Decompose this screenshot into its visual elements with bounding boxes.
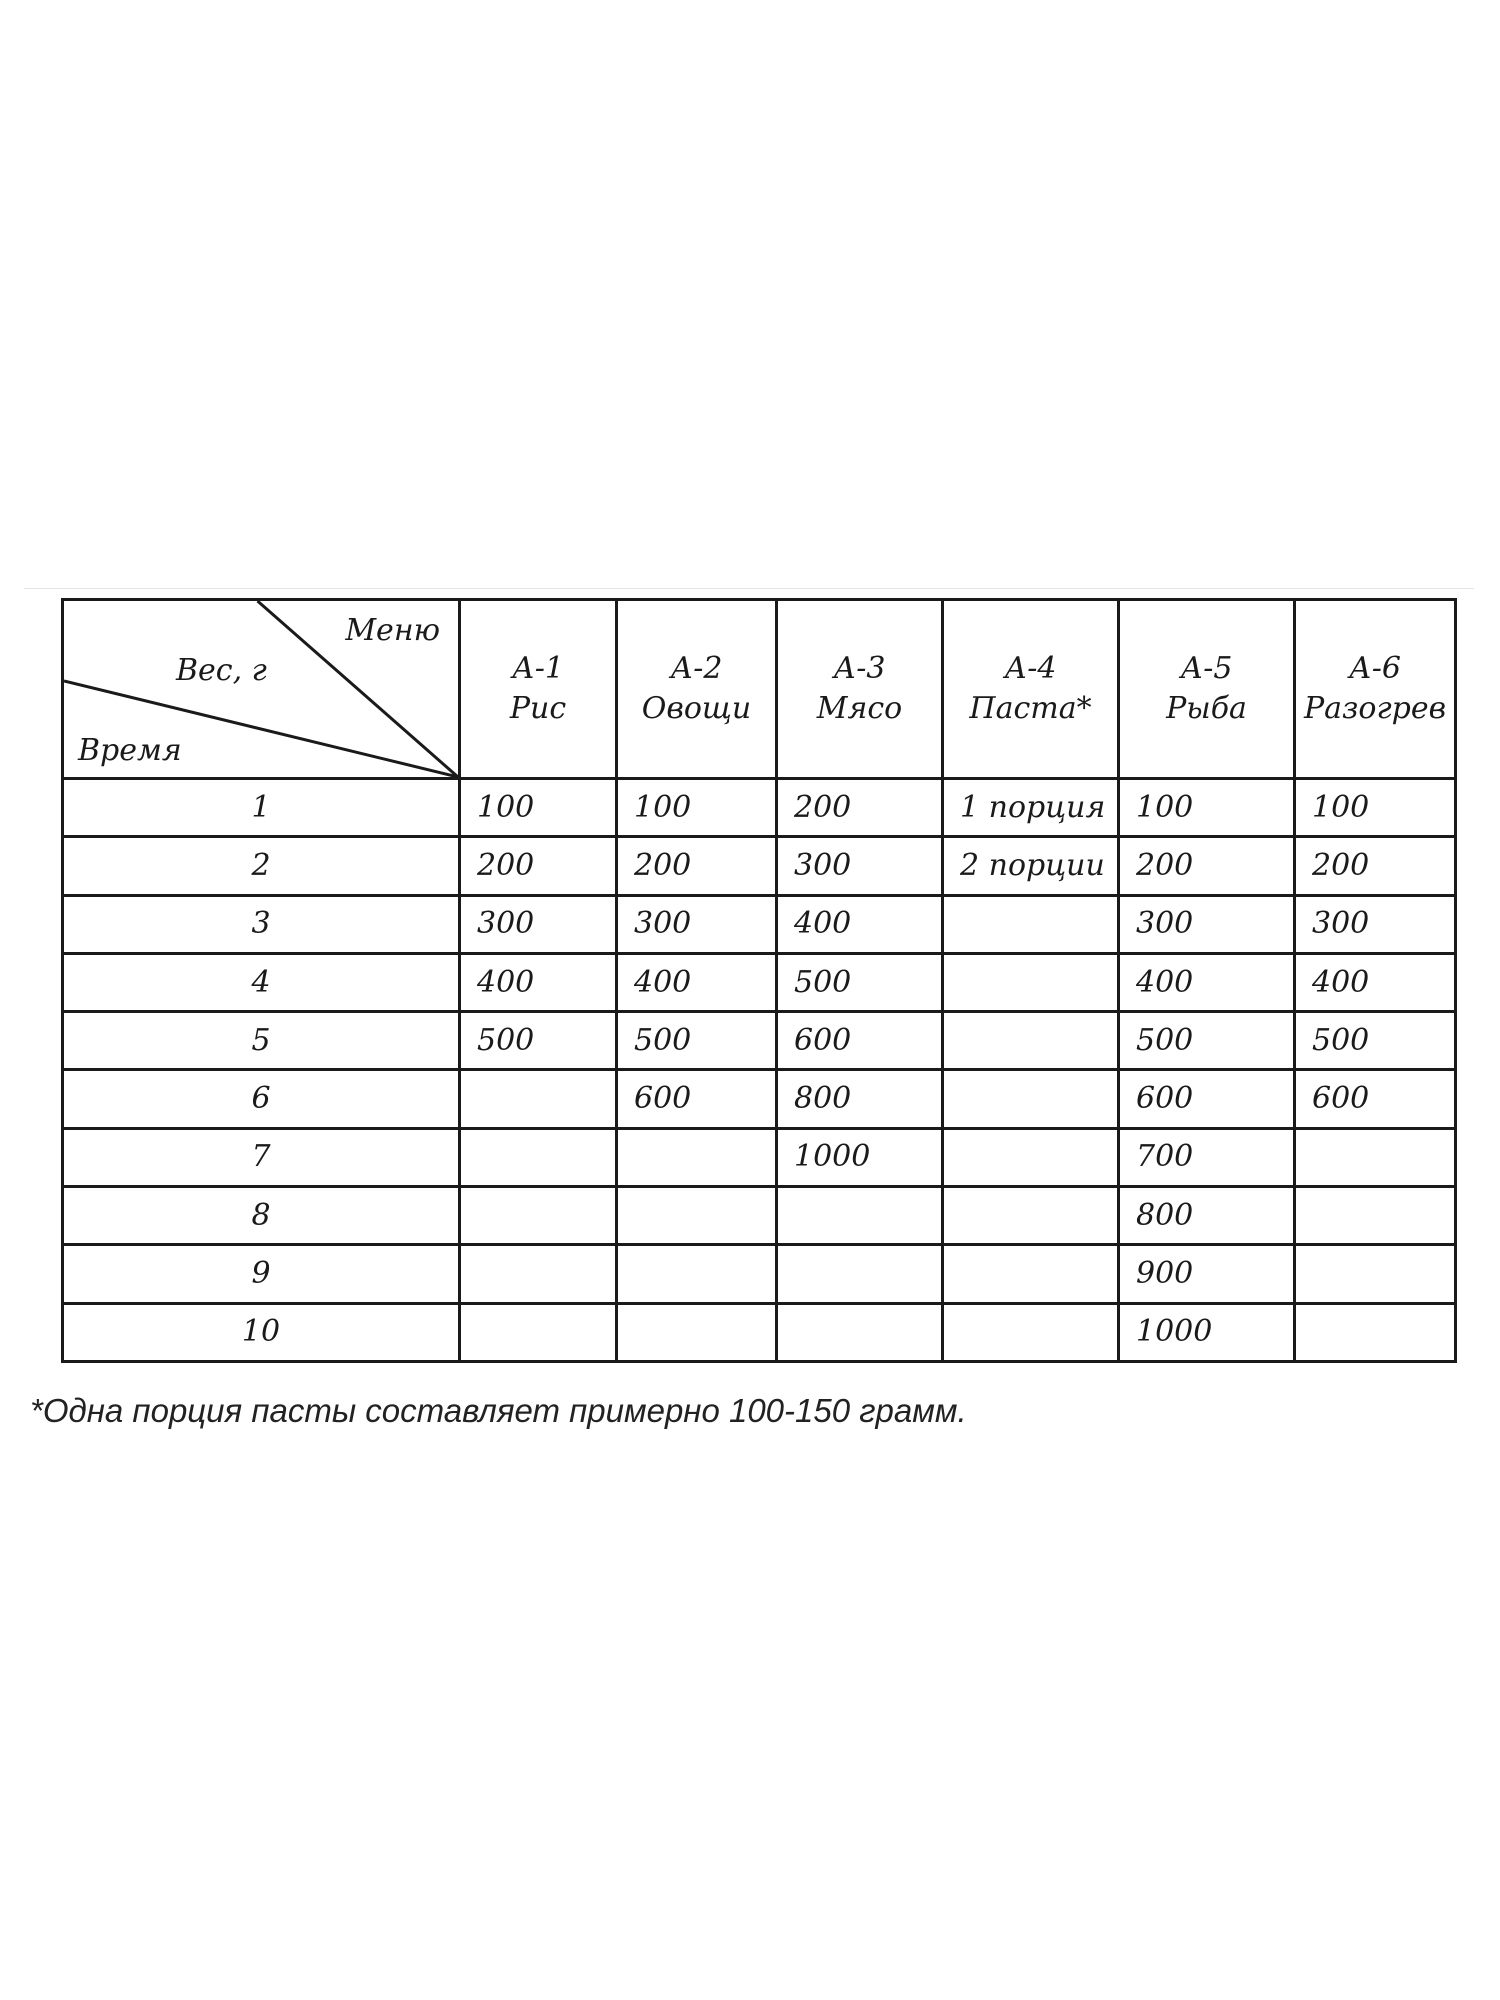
value-cell [943, 1245, 1119, 1303]
value-cell: 400 [460, 953, 617, 1011]
table-row [63, 1187, 1456, 1245]
column-code: А-1 [512, 651, 564, 686]
top-divider [24, 588, 1474, 589]
value-cell: 300 [1119, 895, 1295, 953]
value-cell [943, 895, 1119, 953]
value-cell [460, 1303, 617, 1361]
column-name: Разогрев [1303, 691, 1447, 726]
column-name: Рис [509, 691, 567, 726]
value-cell: 300 [460, 895, 617, 953]
value-cell [617, 1128, 777, 1186]
value-cell [460, 1070, 617, 1128]
time-cell: 7 [63, 1128, 460, 1186]
column-header [777, 600, 943, 779]
value-cell: 600 [777, 1012, 943, 1070]
time-cell: 3 [63, 895, 460, 953]
value-cell [460, 1187, 617, 1245]
column-name: Рыба [1166, 691, 1247, 726]
value-cell [1295, 1128, 1456, 1186]
value-cell [617, 1187, 777, 1245]
value-cell: 100 [460, 779, 617, 837]
value-cell: 800 [777, 1070, 943, 1128]
value-cell: 600 [1295, 1070, 1456, 1128]
table-row [63, 1303, 1456, 1361]
column-code: А-4 [1004, 651, 1057, 686]
header-row [63, 600, 1456, 779]
value-cell: 1000 [777, 1128, 943, 1186]
value-cell: 500 [1295, 1012, 1456, 1070]
value-cell: 400 [1119, 953, 1295, 1011]
time-cell: 2 [63, 837, 460, 895]
table-row [63, 1245, 1456, 1303]
value-cell: 500 [460, 1012, 617, 1070]
value-cell [777, 1303, 943, 1361]
value-cell: 300 [1295, 895, 1456, 953]
column-header [460, 600, 617, 779]
column-code: А-3 [833, 651, 886, 686]
column-code: А-5 [1180, 651, 1233, 686]
value-cell [460, 1245, 617, 1303]
value-cell [943, 1187, 1119, 1245]
column-name: Мясо [816, 691, 903, 726]
value-cell: 500 [617, 1012, 777, 1070]
time-cell: 5 [63, 1012, 460, 1070]
table-row [63, 1012, 1456, 1070]
value-cell [1295, 1245, 1456, 1303]
value-cell: 100 [617, 779, 777, 837]
value-cell: 700 [1119, 1128, 1295, 1186]
table-row [63, 837, 1456, 895]
footnote: *Одна порция пасты составляет примерно 100-150 грамм. [30, 1392, 967, 1429]
corner-header-cell [63, 600, 460, 779]
value-cell: 200 [777, 779, 943, 837]
column-header [943, 600, 1119, 779]
time-cell: 4 [63, 953, 460, 1011]
table-row [63, 779, 1456, 837]
time-cell: 9 [63, 1245, 460, 1303]
value-cell: 600 [1119, 1070, 1295, 1128]
value-cell [943, 1070, 1119, 1128]
value-cell [617, 1303, 777, 1361]
value-cell: 600 [617, 1070, 777, 1128]
value-cell: 200 [460, 837, 617, 895]
value-cell: 300 [617, 895, 777, 953]
table-row [63, 1128, 1456, 1186]
value-cell [777, 1245, 943, 1303]
value-cell [943, 953, 1119, 1011]
table-row [63, 895, 1456, 953]
column-code: А-6 [1349, 651, 1401, 686]
value-cell: 300 [777, 837, 943, 895]
value-cell [1295, 1187, 1456, 1245]
value-cell: 400 [1295, 953, 1456, 1011]
column-header [1119, 600, 1295, 779]
column-name: Паста* [969, 691, 1092, 726]
column-header [1295, 600, 1456, 779]
value-cell: 900 [1119, 1245, 1295, 1303]
value-cell: 200 [1119, 837, 1295, 895]
value-cell: 500 [1119, 1012, 1295, 1070]
time-cell: 1 [63, 779, 460, 837]
cooking-table [61, 598, 1454, 1363]
value-cell [617, 1245, 777, 1303]
value-cell: 200 [1295, 837, 1456, 895]
value-cell [943, 1303, 1119, 1361]
value-cell: 2 порции [943, 837, 1119, 895]
value-cell: 400 [777, 895, 943, 953]
time-cell: 6 [63, 1070, 460, 1128]
value-cell [777, 1187, 943, 1245]
value-cell: 200 [617, 837, 777, 895]
time-cell: 8 [63, 1187, 460, 1245]
value-cell: 500 [777, 953, 943, 1011]
table-row [63, 1070, 1456, 1128]
table-body [63, 779, 1456, 1362]
table-row [63, 953, 1456, 1011]
value-cell [1295, 1303, 1456, 1361]
corner-menu-label: Меню [345, 613, 440, 648]
value-cell: 100 [1295, 779, 1456, 837]
corner-weight-label: Вес, г [176, 653, 267, 688]
corner-time-label: Время [78, 733, 182, 768]
value-cell: 1 порция [943, 779, 1119, 837]
value-cell: 1000 [1119, 1303, 1295, 1361]
menu-weight-time-table [61, 598, 1457, 1363]
time-cell: 10 [63, 1303, 460, 1361]
value-cell: 100 [1119, 779, 1295, 837]
value-cell: 400 [617, 953, 777, 1011]
value-cell [943, 1012, 1119, 1070]
column-name: Овощи [641, 691, 752, 726]
value-cell: 800 [1119, 1187, 1295, 1245]
value-cell [460, 1128, 617, 1186]
value-cell [943, 1128, 1119, 1186]
column-header [617, 600, 777, 779]
column-code: А-2 [670, 651, 723, 686]
